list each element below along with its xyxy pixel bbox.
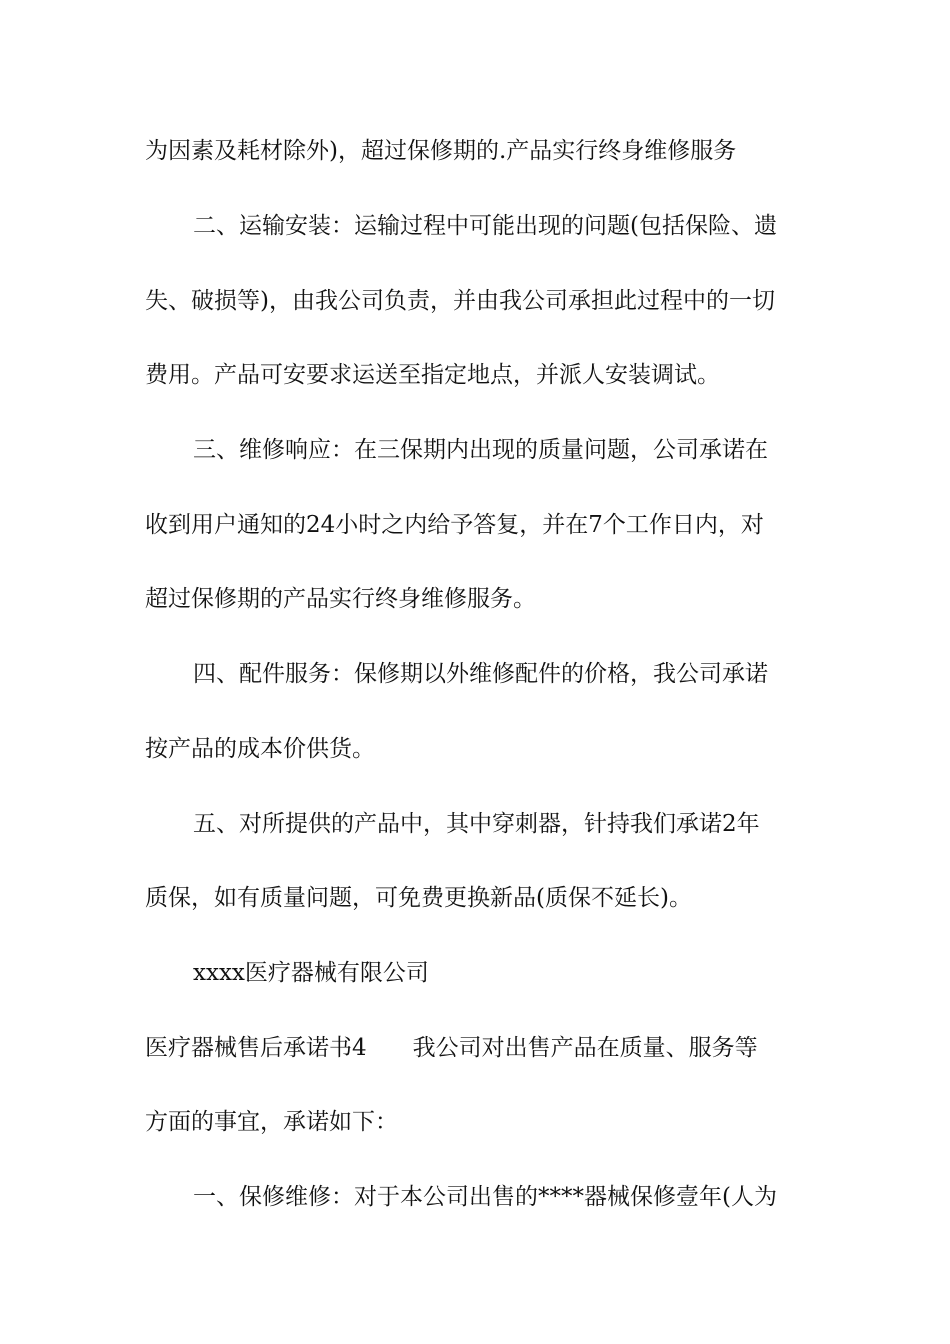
text-line: 二、运输安装：运输过程中可能出现的问题(包括保险、遗 bbox=[193, 213, 777, 239]
text-line: 医疗器械售后承诺书4 我公司对出售产品在质量、服务等 bbox=[145, 1035, 758, 1061]
text-line: 四、配件服务：保修期以外维修配件的价格，我公司承诺 bbox=[193, 661, 768, 687]
text-line: 收到用户通知的24小时之内给予答复，并在7个工作日内，对 bbox=[145, 512, 764, 538]
text-line: 超过保修期的产品实行终身维修服务。 bbox=[145, 586, 536, 612]
text-line: 失、破损等)，由我公司负责，并由我公司承担此过程中的一切 bbox=[145, 288, 775, 314]
company-name: xxxx医疗器械有限公司 bbox=[193, 960, 429, 986]
text-line: 五、对所提供的产品中，其中穿刺器，针持我们承诺2年 bbox=[193, 811, 760, 837]
text-line: 三、维修响应：在三保期内出现的质量问题，公司承诺在 bbox=[193, 437, 768, 463]
text-line: 按产品的成本价供货。 bbox=[145, 736, 375, 762]
text-line: 方面的事宜，承诺如下： bbox=[145, 1109, 398, 1135]
text-line: 质保，如有质量问题，可免费更换新品(质保不延长)。 bbox=[145, 885, 692, 911]
text-line: 一、保修维修：对于本公司出售的****器械保修壹年(人为 bbox=[193, 1184, 777, 1210]
text-line: 为因素及耗材除外)，超过保修期的.产品实行终身维修服务 bbox=[145, 138, 737, 164]
text-line: 费用。产品可安要求运送至指定地点，并派人安装调试。 bbox=[145, 362, 720, 388]
